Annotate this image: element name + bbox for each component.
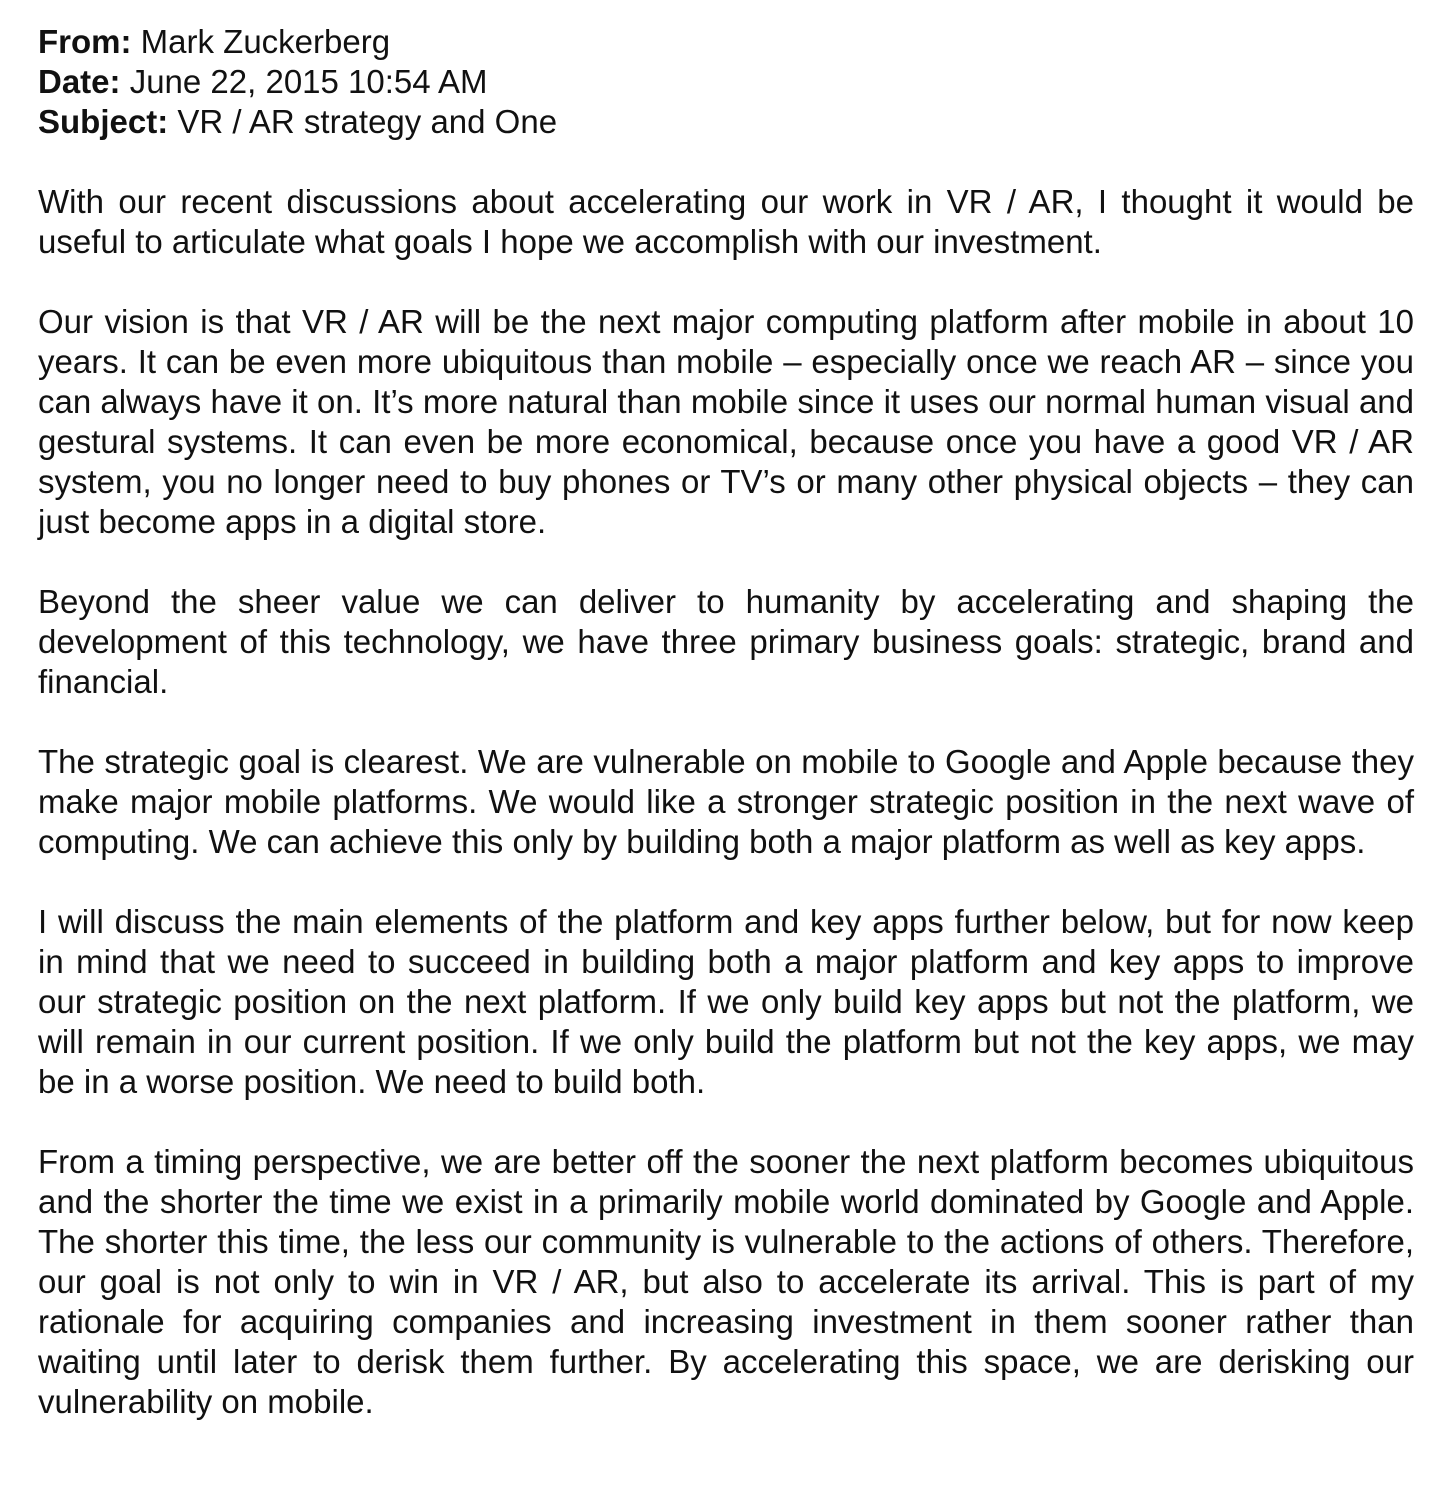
from-line: [38, 22, 1414, 62]
date-label: Date:: [38, 63, 121, 100]
date-line: [38, 62, 1414, 102]
from-value: Mark Zuckerberg: [140, 23, 391, 60]
email-body: [38, 182, 1414, 1422]
body-paragraph: Our vision is that VR / AR will be the next major computing platform after mobile in about 10 years. It can be even more ubiquitous than mobile – especially once we reach AR – since you can always have it on. It’s more natural than mobile since it uses our normal human visual and gestural systems. It can even be more economical, because once you have a good VR / AR system, you no longer need to buy phones or TV’s or many other physical objects – they can just become apps in a digital store.: [38, 303, 1414, 540]
date-value: June 22, 2015 10:54 AM: [129, 63, 488, 100]
body-paragraph: Beyond the sheer value we can deliver to humanity by accelerating and shaping the development of this technology, we have three primary business goals: strategic, brand and financial.: [38, 583, 1414, 700]
body-paragraph: With our recent discussions about accelerating our work in VR / AR, I thought it would be useful to articulate what goals I hope we accomplish with our investment.: [38, 183, 1414, 260]
subject-label: Subject:: [38, 103, 169, 140]
subject-value: VR / AR strategy and One: [177, 103, 558, 140]
body-paragraph: I will discuss the main elements of the platform and key apps further below, but for now keep in mind that we need to succeed in building both a major platform and key apps to improve our strategic position on the next platform. If we only build key apps but not the platform, we will remain in our current position. If we only build the platform but not the key apps, we may be in a worse position. We need to build both.: [38, 903, 1414, 1100]
body-paragraph: The strategic goal is clearest. We are vulnerable on mobile to Google and Apple because they make major mobile platforms. We would like a stronger strategic position in the next wave of computing. We can achieve this only by building both a major platform as well as key apps.: [38, 743, 1414, 860]
email-document: [38, 22, 1414, 1422]
subject-line: [38, 102, 1414, 142]
body-paragraph: From a timing perspective, we are better off the sooner the next platform becomes ubiquitous and the shorter the time we exist in a primarily mobile world dominated by Google and Apple. The shorter this time, the less our community is vulnerable to the actions of others. Therefore, our goal is not only to win in VR / AR, but also to accelerate its arrival. This is part of my rationale for acquiring companies and increasing investment in them sooner rather than waiting until later to derisk them further. By accelerating this space, we are derisking our vulnerability on mobile.: [38, 1143, 1414, 1420]
from-label: From:: [38, 23, 132, 60]
email-headers: [38, 22, 1414, 142]
